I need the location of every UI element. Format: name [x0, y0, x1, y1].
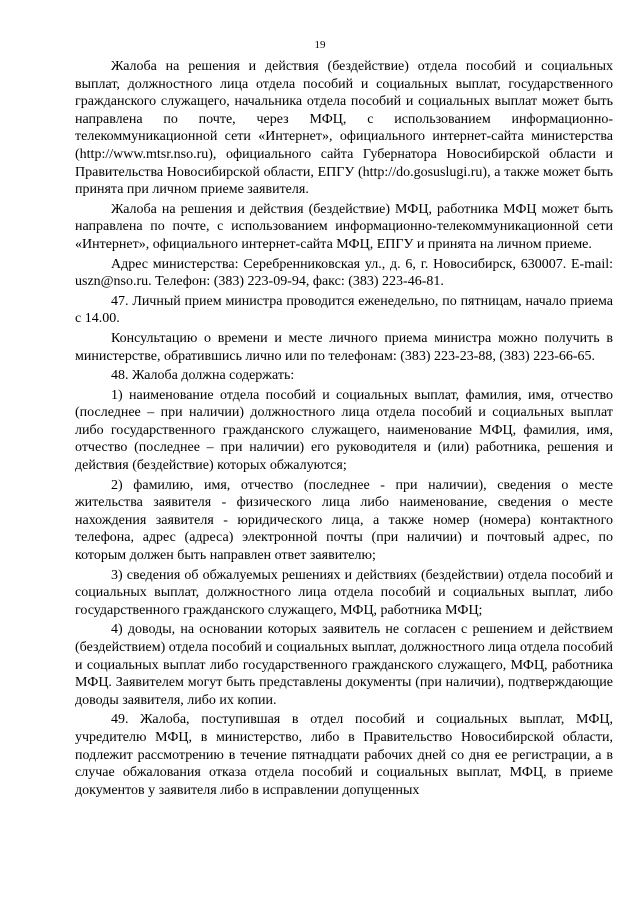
paragraph-48-item-3: 3) сведения об обжалуемых решениях и действиях (бездействии) отдела пособий и социальных выплат, должностного лица отдела пособий и социальных выплат, либо государственного гражданского служащего, МФЦ, работника МФЦ; — [75, 567, 613, 618]
paragraph-48-item-1: 1) наименование отдела пособий и социальных выплат, фамилия, имя, отчество (последнее – при наличии) должностного лица отдела пособий и социальных выплат либо государственного гражданского служащего, наименование МФЦ, фамилия, имя, отчество (последнее – при наличии) его руководителя и (или) работника, решения и действия (бездействие) которых обжалуются; — [75, 387, 613, 474]
page-number: 19 — [314, 39, 326, 51]
paragraph-ministry-address: Адрес министерства: Серебренниковская ул., д. 6, г. Новосибирск, 630007. E-mail: uszn@nso.ru. Телефон: (383) 223-09-94, факс: (383) 223-46-81. — [75, 256, 613, 290]
paragraph-47-reception: 47. Личный прием министра проводится еженедельно, по пятницам, начало приема с 14.00. — [75, 293, 613, 327]
paragraph-49-review: 49. Жалоба, поступившая в отдел пособий и социальных выплат, МФЦ, учредителю МФЦ, в министерство, либо в Правительство Новосибирской области, подлежит рассмотрению в течение пятнадцати рабочих дней со дня ее регистрации, а в случае обжалования отказа отдела пособий и социальных выплат, МФЦ, в приеме документов у заявителя либо в исправлении допущенных — [75, 712, 613, 798]
paragraph-48-heading: 48. Жалоба должна содержать: — [111, 368, 295, 384]
document-body — [75, 58, 613, 801]
paragraph-48-item-2: 2) фамилию, имя, отчество (последнее - при наличии), сведения о месте жительства заявителя - физического лица либо наименование, сведения о месте нахождения заявителя - юридического лица, а также номер (номера) контактного телефона, адрес (адреса) электронной почты (при наличии) и почтовый адрес, по которым должен быть направлен ответ заявителю; — [75, 477, 613, 564]
paragraph-mfc-complaint: Жалоба на решения и действия (бездействие) МФЦ, работника МФЦ может быть направлена по почте, с использованием информационно-телекоммуникационной сети «Интернет», официального интернет-сайта МФЦ, ЕПГУ и принята на личном приеме. — [75, 201, 613, 252]
paragraph-48-item-4: 4) доводы, на основании которых заявитель не согласен с решением и действием (бездействием) отдела пособий и социальных выплат, должностного лица отдела пособий и социальных выплат либо государственного гражданского служащего, МФЦ, работника МФЦ. Заявителем могут быть представлены документы (при наличии), подтверждающие доводы заявителя, либо их копии. — [75, 622, 613, 708]
paragraph-consultation: Консультацию о времени и месте личного приема министра можно получить в министерстве, обратившись лично или по телефонам: (383) 223-23-88, (383) 223-66-65. — [75, 330, 613, 364]
paragraph-complaint-channels: Жалоба на решения и действия (бездействие) отдела пособий и социальных выплат, должностного лица отдела пособий и социальных выплат, государственного гражданского служащего, начальника отдела пособий и социальных выплат может быть направлена по почте, через МФЦ, с использованием информационно-телекоммуникационной сети «Интернет», официального интернет-сайта министерства (http://www.mtsr.nso.ru), официального сайта Губернатора Новосибирской области и Правительства Новосибирской области, ЕПГУ (http://do.gosuslugi.ru), а также может быть принята при личном приеме заявителя. — [75, 59, 613, 198]
